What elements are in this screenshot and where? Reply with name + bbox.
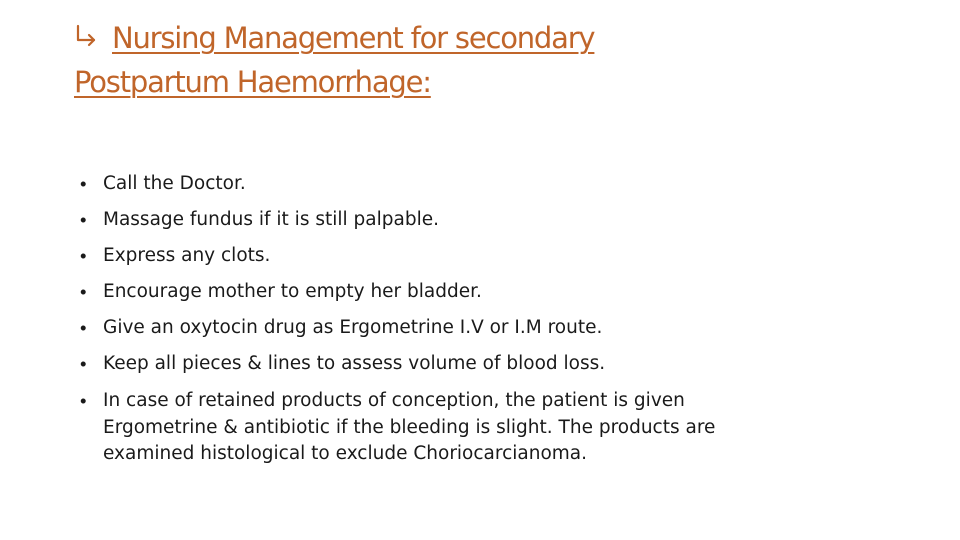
bullet-list xyxy=(80,172,740,480)
bullet-marker: • xyxy=(80,317,87,338)
bullet-item xyxy=(80,316,740,340)
bullet-marker: • xyxy=(80,390,87,411)
slide-title xyxy=(74,16,774,104)
bullet-marker: • xyxy=(80,209,87,230)
bullet-text: Express any clots. xyxy=(103,245,271,266)
bullet-item xyxy=(80,244,740,268)
bullet-item xyxy=(80,208,740,232)
bullet-item xyxy=(80,280,740,304)
bullet-text: Give an oxytocin drug as Ergometrine I.V or I.M route. xyxy=(103,317,603,338)
bullet-marker: • xyxy=(80,353,87,374)
title-line-2: Postpartum Haemorrhage: xyxy=(74,65,431,99)
bullet-text: Keep all pieces & lines to assess volume of blood loss. xyxy=(103,353,606,374)
hook-arrow-icon xyxy=(74,24,100,50)
bullet-item xyxy=(80,172,740,196)
bullet-marker: • xyxy=(80,173,87,194)
bullet-item xyxy=(80,388,740,468)
bullet-marker: • xyxy=(80,281,87,302)
bullet-marker: • xyxy=(80,245,87,266)
bullet-text: In case of retained products of conception, the patient is given Ergometrine & antibiotic if the bleeding is slight. The products are examined histological to exclude Choriocarcianoma. xyxy=(103,390,716,464)
bullet-item xyxy=(80,352,740,376)
bullet-text: Massage fundus if it is still palpable. xyxy=(103,209,439,230)
bullet-text: Call the Doctor. xyxy=(103,173,246,194)
bullet-text: Encourage mother to empty her bladder. xyxy=(103,281,482,302)
title-line-1: Nursing Management for secondary xyxy=(112,21,595,55)
